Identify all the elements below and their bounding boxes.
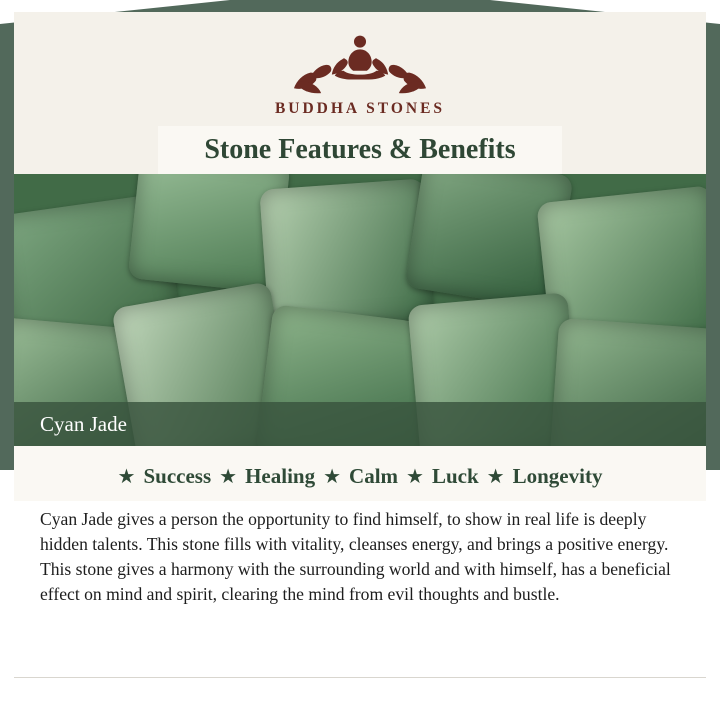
benefit-luck: Luck — [431, 464, 479, 488]
star-icon: ★ — [406, 465, 424, 488]
star-icon: ★ — [486, 465, 505, 488]
lotus-meditation-icon — [285, 28, 435, 96]
benefits-row — [14, 446, 706, 501]
star-icon: ★ — [219, 465, 238, 488]
brand-logo — [14, 12, 706, 118]
photo-caption-bar — [14, 402, 706, 446]
stone-name: Cyan Jade — [40, 411, 127, 436]
stone-photo — [14, 174, 706, 446]
star-icon: ★ — [117, 465, 136, 488]
title-band — [14, 126, 706, 174]
brand-name: BUDDHA STONES — [274, 100, 446, 117]
content-card — [14, 12, 706, 712]
page-title: Stone Features & Benefits — [204, 134, 516, 165]
header-section — [14, 12, 706, 174]
benefit-success: Success — [143, 464, 212, 488]
description-text: Cyan Jade gives a person the opportunity to find himself, to show in real life is deeply hidden talents. This stone fills with vitality, cleanses energy, and brings a positive energy. This stone gives a harmony with the surrounding world and with himself, has a beneficial effect on mind and spirit, clearing the mind from evil thoughts and bustle. — [14, 501, 706, 607]
benefit-longevity: Longevity — [512, 464, 603, 488]
star-icon: ★ — [323, 465, 342, 488]
benefit-healing: Healing — [245, 464, 316, 488]
benefit-calm: Calm — [349, 464, 399, 488]
bottom-divider — [14, 677, 706, 678]
